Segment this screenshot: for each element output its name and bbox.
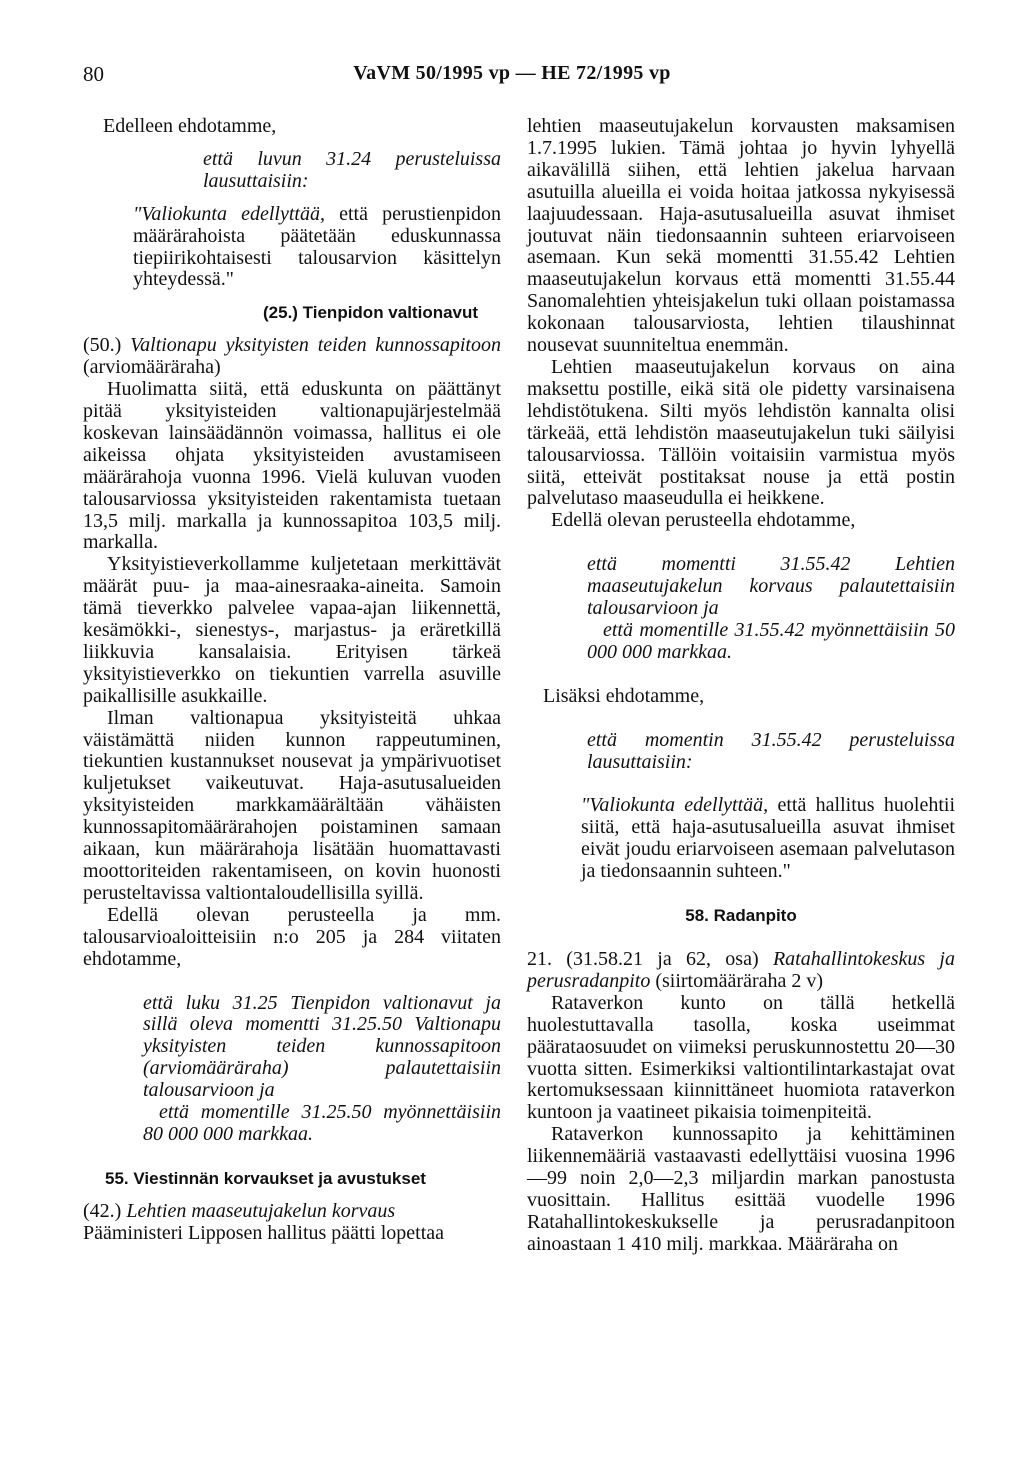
section-heading: 55. Viestinnän korvaukset ja avustukset bbox=[105, 1168, 426, 1188]
section-heading: 58. Radanpito bbox=[685, 906, 797, 926]
paragraph: Ilman valtionapua yksityisteitä uhkaa väistämättä niiden kunnon rappeutuminen, tiekuntien kustannukset nousevat ja ympärivuotiset kuljetukset vaikeutuvat. Haja-asutusalueiden yksityisteiden markkamäärältään vähäisten kunnossapitomäärärahojen poistaminen samaan aikaan, kun määrärahoja lisätään huomattavasti moottoriteiden rakentamiseen, on kovin huonosti perusteltavissa valtiontaloudellisilla syillä. bbox=[83, 706, 501, 904]
paragraph: lehtien maaseutujakelun korvausten maksamisen 1.7.1995 lukien. Tämä johtaa jo hyvin lyhyellä aikavälillä siihen, että lehtien jakelua harvaan asutuilla alueilla ei voida hoitaa jatkossa nykyisessä laajuudessaan. Haja-asutusalueilla asuvat ihmiset joutuvat näin tiedonsaannin suhteen eriarvoiseen asemaan. Kun sekä momentti 31.55.42 Lehtien maaseutujakelun korvaus että momentti 31.55.44 Sanomalehtien yhteisjakelun tuki ollaan poistamassa kokonaan talousarviosta, lehtien tilaushinnat nousevat suunniteltua enemmän. bbox=[527, 115, 955, 357]
proposal-text: että momentille 31.25.50 myönnettäisiin 80 000 000 markkaa. bbox=[143, 1101, 501, 1145]
proposal-text: että momentille 31.55.42 myönnettäisiin 50 000 000 markkaa. bbox=[587, 618, 955, 663]
proposal-text: että luvun 31.24 perusteluissa lausuttaisiin: bbox=[203, 147, 501, 192]
quoted-statement: "Valiokunta edellyttää, että perustienpidon määrärahoista päätetään eduskunnassa tiepiirikohtaisesti talousarvion käsittelyn yhteydessä." bbox=[133, 202, 502, 291]
paragraph: Yksityistieverkollamme kuljetetaan merkittävät määrät puu- ja maa-ainesraaka-aineita. Samoin tämä tieverkko palvelee vapaa-ajan liikennettä, kesämökki-, sienestys-, marjastus- ja eräretkillä liikkuvia kansalaisia. Erityisen tärkeä yksityistieverkko on tiekuntien varrella asuville paikallisille asukkaille. bbox=[83, 553, 501, 707]
left-column bbox=[83, 116, 501, 1245]
paragraph: Edellä olevan perusteella ehdotamme, bbox=[551, 509, 856, 532]
paragraph: Rataverkon kunnossapito ja kehittäminen liikennemääriä vastaavasti edellyttäisi vuosina 1996—99 noin 2,0—2,3 miljardin markan panostusta vuosittain. Hallitus esittää vuodelle 1996 Ratahallintokeskukselle ja perusradanpitoon ainoastaan 1 410 milj. markkaa. Määräraha on bbox=[527, 1123, 955, 1255]
item-heading: 21. (31.58.21 ja 62, osa) Ratahallintokeskus ja perusradanpito (siirtomääräraha 2 v) bbox=[527, 948, 955, 992]
paragraph: Lehtien maaseutujakelun korvaus on aina maksettu postille, eikä sitä ole pidetty varsinaisena lehdistötukena. Silti myös lehdistön kannalta olisi tärkeää, että lehdistön maaseutujakelun tuki säilyisi talousarviossa. Tällöin voitaisiin varmistua myös siitä, etteivät postitaksat nouse ja että postin palvelutaso maaseudulla ei heikkene. bbox=[527, 355, 955, 510]
paragraph: Lisäksi ehdotamme, bbox=[543, 684, 705, 707]
intro-text: Edelleen ehdotamme, bbox=[103, 115, 277, 137]
paragraph: Edellä olevan perusteella ja mm. talousarvioaloitteisiin n:o 205 ja 284 viitaten ehdotamme, bbox=[83, 903, 501, 970]
item-heading: (50.) Valtionapu yksityisten teiden kunnossapitoon (arviomääräraha) bbox=[83, 334, 501, 379]
proposal-text: että luku 31.25 Tienpidon valtionavut ja sillä oleva momentti 31.25.50 Valtionapu yksityisten teiden kunnossapitoon (arviomääräraha) palautettaisiin talousarvioon ja bbox=[143, 991, 501, 1102]
item-heading: (42.) Lehtien maaseutujakelun korvaus bbox=[83, 1199, 396, 1222]
paragraph: Rataverkon kunto on tällä hetkellä huolestuttavalla tasolla, koska useimmat päärataosuudet on viimeksi peruskunnostettu 20—30 vuotta sitten. Esimerkiksi valtiontilintarkastajat ovat kertomuksessaan kiinnittäneet huomiota rataverkon kuntoon ja vaatineet pikaisia toimenpiteitä. bbox=[527, 991, 955, 1124]
paragraph: Pääministeri Lipposen hallitus päätti lopettaa bbox=[83, 1221, 445, 1244]
paragraph: Huolimatta siitä, että eduskunta on päättänyt pitää yksityisteiden valtionapujärjestelmää koskevan lainsäädännön voimassa, hallitus ei ole aikeissa ohjata yksityisteiden avustamiseen määrärahoja vuonna 1996. Vielä kuluvan vuoden talousarviossa yksityisteiden rakentamista tuetaan 13,5 milj. markalla ja kunnossapitoa 103,5 milj. markalla. bbox=[83, 378, 501, 554]
proposal-text: että momentti 31.55.42 Lehtien maaseutujakelun korvaus palautettaisiin talousarvioon ja bbox=[587, 553, 955, 620]
quoted-statement: "Valiokunta edellyttää, että hallitus huolehtii siitä, että haja-asutusalueilla asuvat ihmiset eivät joudu eriarvoiseen asemaan palvelutason ja tiedonsaannin suhteen." bbox=[581, 794, 955, 883]
running-title: VaVM 50/1995 vp — HE 72/1995 vp bbox=[353, 62, 671, 84]
proposal-text: että momentin 31.55.42 perusteluissa lausuttaisiin: bbox=[587, 728, 955, 773]
page-number: 80 bbox=[83, 62, 104, 86]
section-heading: (25.) Tienpidon valtionavut bbox=[263, 303, 479, 323]
right-column bbox=[527, 116, 955, 1256]
